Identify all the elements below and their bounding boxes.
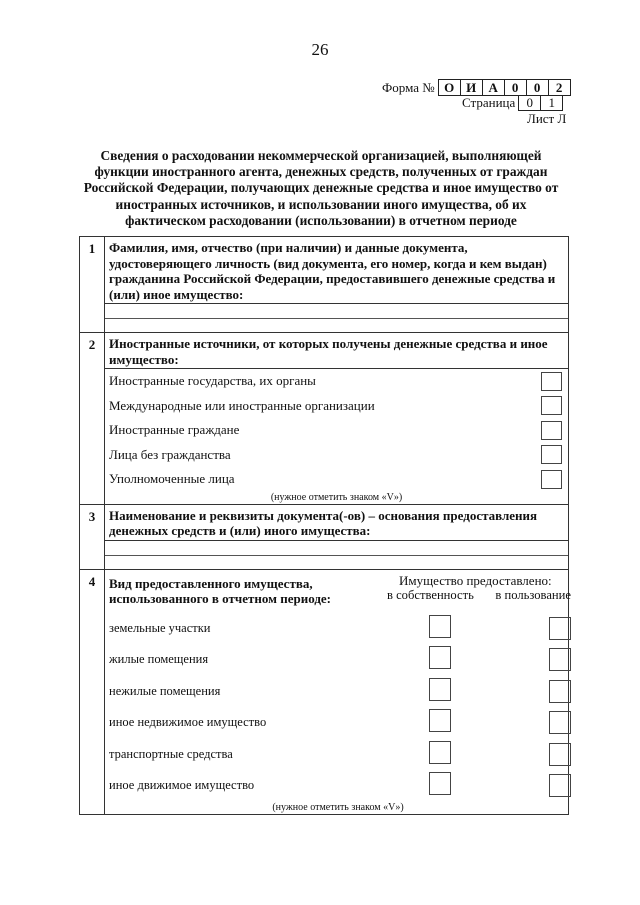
use-checkbox[interactable]	[549, 711, 571, 734]
page-digit-cell: 1	[540, 95, 563, 111]
checkbox[interactable]	[541, 445, 562, 464]
section-number: 1	[80, 237, 105, 332]
source-option	[105, 394, 568, 419]
source-option	[105, 418, 568, 443]
option-label: Иностранные граждане	[109, 422, 240, 438]
mark-note: (нужное отметить знаком «V»)	[272, 801, 404, 813]
page-number: 26	[311, 40, 329, 59]
option-label: земельные участки	[109, 620, 211, 635]
property-option	[105, 644, 571, 676]
use-checkbox[interactable]	[549, 680, 571, 703]
section-number: 3	[80, 505, 105, 569]
provided-label: Имущество предоставлено:	[399, 572, 552, 588]
checkbox[interactable]	[541, 372, 562, 391]
property-option	[105, 707, 571, 739]
option-label: Иностранные государства, их органы	[109, 373, 316, 389]
fill-line[interactable]	[105, 556, 568, 569]
form-code-cell: 0	[526, 79, 548, 96]
sheet-label: Лист Л	[527, 111, 567, 126]
use-checkbox[interactable]	[549, 617, 571, 640]
ownership-checkbox[interactable]	[429, 741, 451, 764]
option-label: Международные или иностранные организации	[109, 397, 375, 413]
property-option	[105, 676, 571, 708]
ownership-checkbox[interactable]	[429, 709, 451, 732]
page-digit-cell: 0	[518, 95, 540, 111]
ownership-checkbox[interactable]	[429, 678, 451, 701]
section-4	[80, 570, 571, 814]
page-indicator	[462, 95, 563, 111]
form-code-cell: И	[460, 79, 482, 96]
checkbox[interactable]	[541, 421, 562, 440]
ownership-checkbox[interactable]	[429, 646, 451, 669]
form-table	[79, 236, 569, 815]
fill-line[interactable]	[105, 319, 568, 332]
section-heading: Иностранные источники, от которых получены денежные средства и иное имущество:	[105, 333, 568, 369]
section-1	[80, 237, 568, 333]
section-3	[80, 505, 568, 570]
fill-line[interactable]	[105, 304, 568, 319]
option-label: Уполномоченные лица	[109, 471, 235, 487]
document-title: Сведения о расходовании некоммерческой организацией, выполняющей функции иностранного агента, денежных средств, полученных от граждан Российской Федерации, получающих денежные средства и иное имущество от иностранных источников, и использовании иного имущества, об их фактическом расходовании (использовании) в отчетном периоде	[83, 148, 559, 228]
property-option	[105, 770, 571, 802]
form-code-cell: 2	[548, 79, 571, 96]
form-code-cell: 0	[504, 79, 526, 96]
property-option	[105, 613, 571, 645]
column-ownership: в собственность	[387, 588, 474, 602]
ownership-checkbox[interactable]	[429, 772, 451, 795]
option-label: Лица без гражданства	[109, 446, 231, 462]
form-number-label: Форма №	[382, 79, 435, 95]
source-option	[105, 467, 568, 492]
use-checkbox[interactable]	[549, 774, 571, 797]
form-number	[382, 79, 571, 96]
option-label: транспортные средства	[109, 746, 233, 761]
mark-note: (нужное отметить знаком «V»)	[270, 491, 403, 503]
page-label: Страница	[462, 95, 516, 110]
form-code-cell: О	[438, 79, 460, 96]
section-number: 4	[80, 570, 105, 814]
checkbox[interactable]	[541, 470, 562, 489]
section-heading: Наименование и реквизиты документа(-ов) – основания предоставления денежных средств и (или) иного имущества:	[105, 505, 568, 541]
source-option	[105, 369, 568, 394]
form-code-cell: А	[482, 79, 504, 96]
use-checkbox[interactable]	[549, 743, 571, 766]
option-label: иное недвижимое имущество	[109, 715, 267, 730]
option-label: нежилые помещения	[109, 683, 221, 698]
column-use: в пользование	[495, 588, 571, 602]
source-option	[105, 443, 568, 468]
section-number: 2	[80, 333, 105, 504]
property-header	[105, 570, 571, 613]
option-label: иное движимое имущество	[109, 778, 255, 793]
section-heading: Фамилия, имя, отчество (при наличии) и данные документа, удостоверяющего личность (вид документа, его номер, когда и кем выдан) гражданина Российской Федерации, предоставившего денежные средства и (или) иное имущество:	[105, 237, 568, 304]
section-2	[80, 333, 568, 505]
property-option	[105, 739, 571, 771]
use-checkbox[interactable]	[549, 648, 571, 671]
section-heading: Вид предоставленного имущества, использованного в отчетном периоде:	[109, 575, 332, 606]
fill-line[interactable]	[105, 541, 568, 556]
ownership-checkbox[interactable]	[429, 615, 451, 638]
option-label: жилые помещения	[109, 652, 209, 667]
checkbox[interactable]	[541, 396, 562, 415]
